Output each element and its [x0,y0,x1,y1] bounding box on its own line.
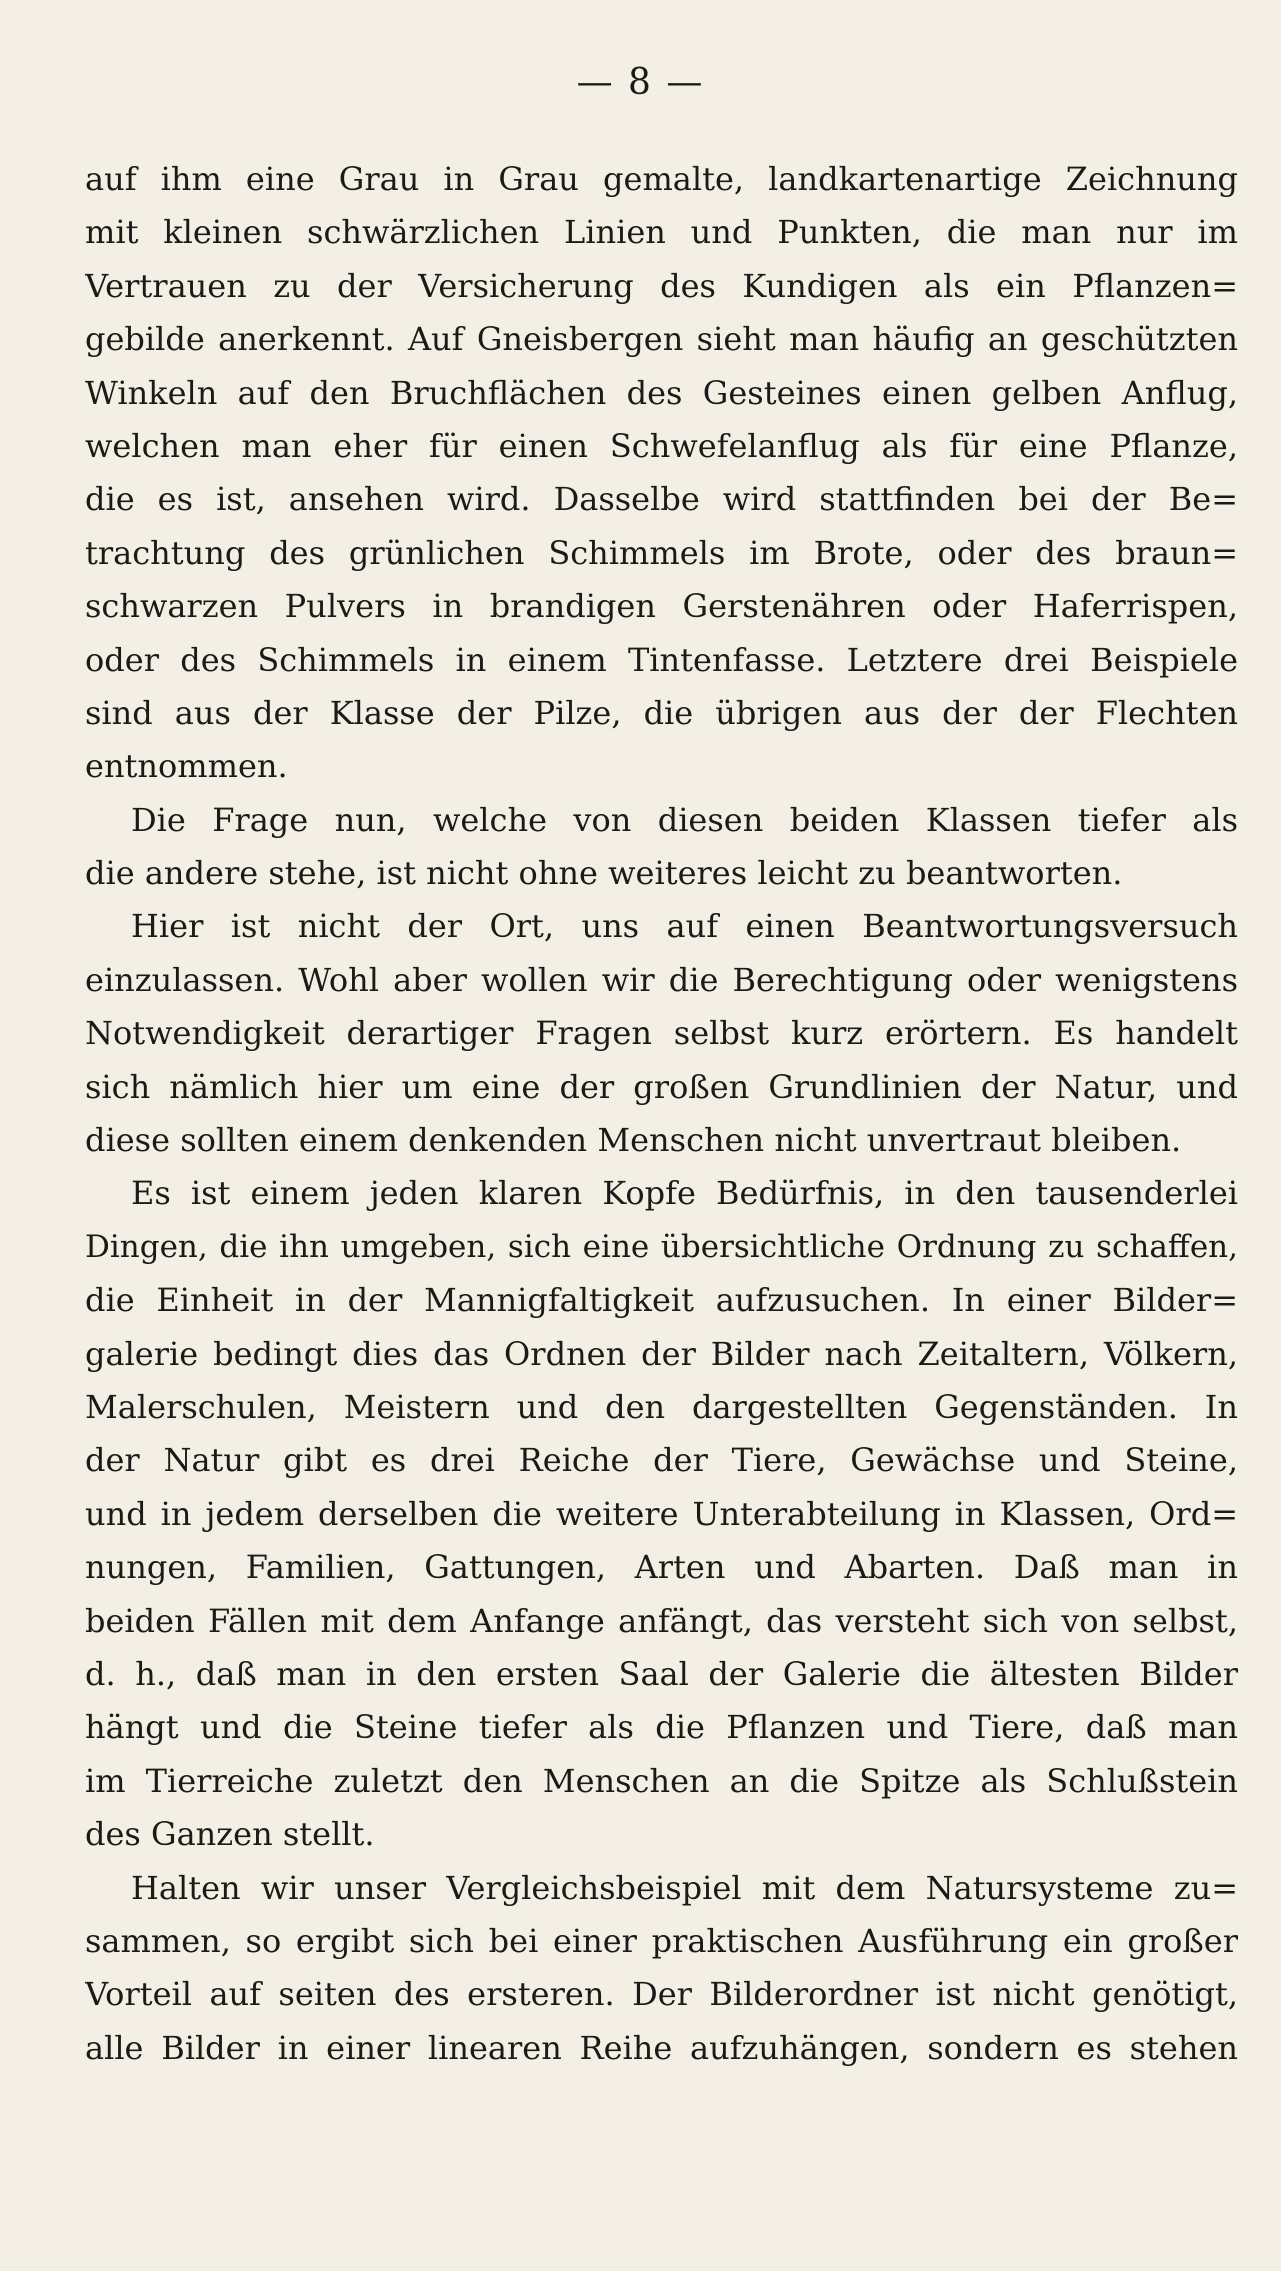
text-line: Vertrauen zu der Versicherung des Kundigen als ein Pflanzen= [85,266,1238,305]
text-line: Malerschulen, Meistern und den dargestellten Gegenständen. In [85,1387,1238,1426]
text-line: entnommen. [85,747,288,786]
text-line: hängt und die Steine tiefer als die Pflanzen und Tiere, daß man [85,1708,1238,1747]
text-line: im Tierreiche zuletzt den Menschen an die Spitze als Schlußstein [85,1761,1238,1800]
text-line: trachtung des grünlichen Schimmels im Brote, oder des braun= [85,533,1238,572]
text-line: sind aus der Klasse der Pilze, die übrigen aus der der Flechten [85,693,1238,732]
text-line: auf ihm eine Grau in Grau gemalte, landkartenartige Zeichnung [85,160,1238,198]
text-line: diese sollten einem denkenden Menschen nicht unvertraut bleiben. [85,1121,1182,1160]
text-line: alle Bilder in einer linearen Reihe aufzuhängen, sondern es stehen [85,2028,1238,2067]
text-line: des Ganzen stellt. [85,1815,375,1854]
body-text [85,153,1238,2075]
text-line: Die Frage nun, welche von diesen beiden Klassen tiefer als [131,800,1238,839]
text-line: Halten wir unser Vergleichsbeispiel mit dem Natursysteme zu= [131,1868,1238,1907]
text-line: schwarzen Pulvers in brandigen Gerstenähren oder Haferrispen, [85,587,1238,626]
text-line: galerie bedingt dies das Ordnen der Bilder nach Zeitaltern, Völkern, [85,1334,1238,1373]
text-line: nungen, Familien, Gattungen, Arten und Abarten. Daß man in [85,1548,1238,1587]
text-line: welchen man eher für einen Schwefelanflug als für eine Pflanze, [85,426,1238,465]
text-line: die Einheit in der Mannigfaltigkeit aufzusuchen. In einer Bilder= [85,1281,1238,1320]
text-line: mit kleinen schwärzlichen Linien und Punkten, die man nur im [85,213,1238,252]
text-line: Vorteil auf seiten des ersteren. Der Bilderordner ist nicht genötigt, [85,1975,1238,2014]
text-line: Winkeln auf den Bruchflächen des Gesteines einen gelben Anflug, [85,373,1238,412]
text-line: d. h., daß man in den ersten Saal der Galerie die ältesten Bilder [85,1654,1238,1693]
text-line: der Natur gibt es drei Reiche der Tiere, Gewächse und Steine, [85,1441,1238,1480]
text-line: die es ist, ansehen wird. Dasselbe wird stattfinden bei der Be= [85,480,1238,519]
text-line: gebilde anerkennt. Auf Gneisbergen sieht man häufig an geschützten [85,320,1238,359]
text-line: Dingen, die ihn umgeben, sich eine übersichtliche Ordnung zu schaffen, [85,1228,1238,1265]
text-line: und in jedem derselben die weitere Unterabteilung in Klassen, Ord= [85,1494,1238,1533]
text-line: Es ist einem jeden klaren Kopfe Bedürfnis, in den tausenderlei [131,1174,1238,1213]
text-line: sammen, so ergibt sich bei einer praktischen Ausführung ein großer [85,1921,1238,1960]
text-line: die andere stehe, ist nicht ohne weiteres leicht zu beantworten. [85,854,1123,893]
text-line: oder des Schimmels in einem Tintenfasse. Letztere drei Beispiele [85,640,1238,679]
page-number: — 8 — [576,62,705,103]
text-line: Hier ist nicht der Ort, uns auf einen Beantwortungsversuch [131,907,1238,946]
text-line: beiden Fällen mit dem Anfange anfängt, das versteht sich von selbst, [85,1601,1238,1640]
text-line: einzulassen. Wohl aber wollen wir die Berechtigung oder wenigstens [85,960,1238,999]
text-line: sich nämlich hier um eine der großen Grundlinien der Natur, und [85,1067,1238,1106]
text-line: Notwendigkeit derartiger Fragen selbst kurz erörtern. Es handelt [85,1014,1238,1053]
